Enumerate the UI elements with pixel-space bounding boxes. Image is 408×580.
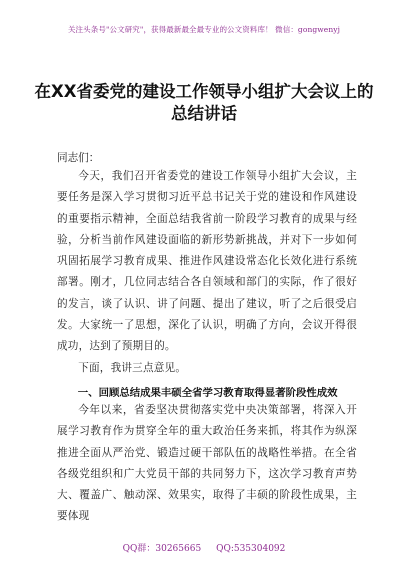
header-promo-text: 关注头条号"公文研究"，获得最新最全最专业的公文资料库！ 微信：gongwenyj: [67, 25, 341, 34]
paragraph-section-1: 今年以来，省委坚决贯彻落实党中央决策部署，将深入开展学习教育作为贯穿全年的重大政治任务来抓，将其作为纵深推进全面从严治党、锻造过硬干部队伍的战略性举措。在全省各级党组织和广大党员干部的共同努力下，这次学习教育声势大、覆盖广、触动深、效果实，取得了丰硕的阶段性成果，主要体现: [57, 404, 357, 523]
document-title: 在XX省委党的建设工作领导小组扩大会议上的总结讲话: [34, 82, 374, 123]
footer-contact: [0, 541, 408, 554]
footer-qq-number: QQ:535304092: [216, 544, 286, 554]
body-section-intro: [57, 166, 357, 379]
footer-qq-group: QQ群：30265665: [122, 544, 202, 554]
salutation: 同志们：: [57, 152, 100, 164]
paragraph-opening: 今天，我们召开省委党的建设工作领导小组扩大会议，主要任务是深入学习贯彻习近平总书记关于党的建设和作风建设的重要指示精神，全面总结我省前一阶段学习教育的成果与经验，分析当前作风建设面临的新形势新挑战，并对下一步如何巩固拓展学习教育成果、推进作风建设常态化长效化进行系统部署。刚才，几位同志结合各自领域和部门的实际，作了很好的发言，谈了认识、讲了问题、提出了建议，听了之后很受启发。大家统一了思想，深化了认识，明确了方向，会议开得很成功，达到了预期目的。: [57, 170, 357, 353]
body-section-1: [57, 400, 357, 528]
paragraph-three-points: 下面，我讲三点意见。: [78, 361, 187, 374]
section-heading-1: 一、回顾总结成果丰硕全省学习教育取得显著阶段性成效: [77, 387, 338, 399]
